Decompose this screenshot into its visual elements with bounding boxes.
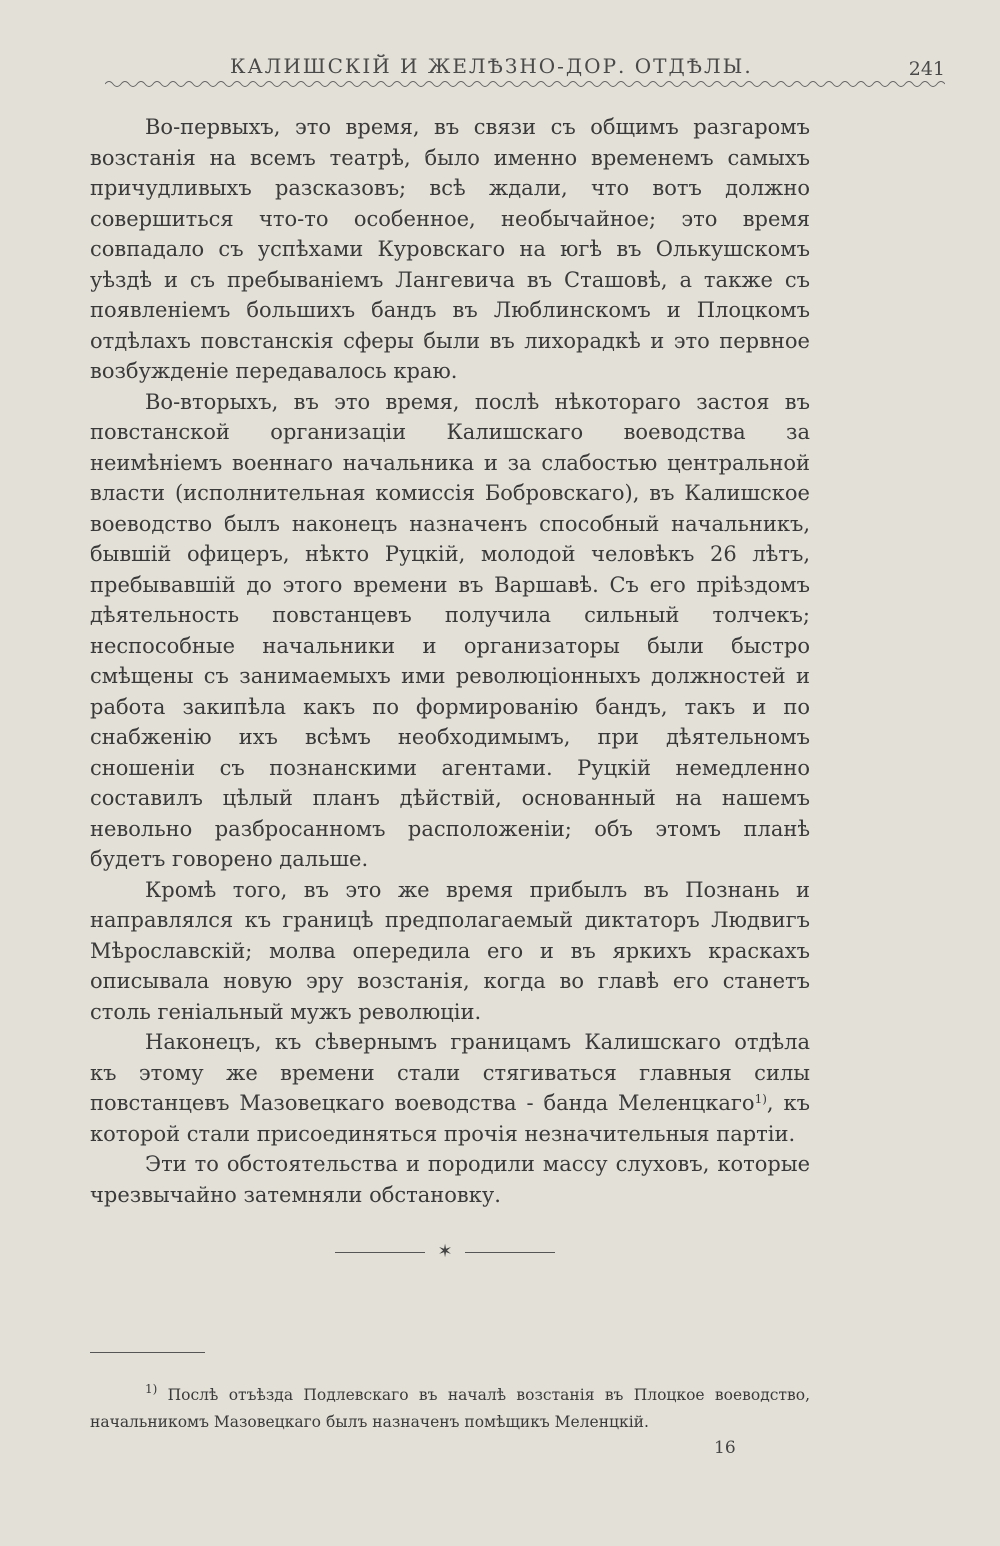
header-wave-rule <box>105 78 945 90</box>
signature-mark: 16 <box>714 1438 736 1458</box>
paragraph-5: Эти то обстоятельства и породили массу слуховъ, которые чрезвычайно затемняли обстановку. <box>90 1152 810 1207</box>
page-number: 241 <box>908 58 945 80</box>
paragraph-2: Во-вторыхъ, въ это время, послѣ нѣкотораго застоя въ повстанской организаціи Калишскаго воеводства за неимѣніемъ военнаго начальника и за слабостью центральной власти (исполнительная комиссія Бобровскаго), въ Калишское воеводство былъ наконецъ назначенъ способный начальникъ, бывшій офицеръ, нѣкто Руцкій, молодой человѣкъ 26 лѣтъ, пребывавшій до этого времени въ Варшавѣ. Съ его пріѣздомъ дѣятельность повстанцевъ получила сильный толчекъ; неспособные начальники и организаторы были быстро смѣщены съ занимаемыхъ ими революціонныхъ должностей и работа закипѣла какъ по формированію бандъ, такъ и по снабженію ихъ всѣмъ необходимымъ, при дѣятельномъ сношеніи съ познанскими агентами. Руцкій немедленно составилъ цѣлый планъ дѣйствій, основанный на нашемъ невольно разбросанномъ расположеніи; объ этомъ планѣ будетъ говорено дальше. <box>90 389 810 871</box>
footnote-mark: 1) <box>145 1382 158 1396</box>
footnote-rule <box>90 1352 205 1353</box>
paragraph-4 <box>90 1027 810 1149</box>
paragraph-3: Кромѣ того, въ это же время прибылъ въ Познань и направлялся къ границѣ предполагаемый диктаторъ Людвигъ Мѣрославскій; молва опередила его и въ яркихъ краскахъ описывала новую эру возстанія, когда во главѣ его станетъ столь геніальный мужъ революціи. <box>90 877 810 1024</box>
footnote-ref: 1) <box>754 1092 767 1106</box>
ornament-line-right <box>465 1252 555 1253</box>
asterisk-ornament-icon: ✶ <box>437 1241 453 1262</box>
ornament-line-left <box>335 1252 425 1253</box>
paragraph-4-text-a: Наконецъ, къ сѣвернымъ границамъ Калишскаго отдѣла къ этому же времени стали стягиваться главныя силы повстанцевъ Мазовецкаго воеводства - банда Меленцкаго <box>90 1030 810 1115</box>
section-ornament <box>335 1240 555 1264</box>
footnote <box>90 1382 810 1436</box>
footnote-text <box>90 1382 810 1436</box>
paragraph-4-text-b: , къ которой стали присоединяться прочія незначительныя партіи. <box>90 1091 810 1146</box>
body-text <box>90 112 810 1210</box>
running-title: КАЛИШСКІЙ И ЖЕЛѢЗНО-ДОР. ОТДѢЛЫ. <box>230 54 753 78</box>
page-header <box>105 52 945 92</box>
paragraph-1: Во-первыхъ, это время, въ связи съ общимъ разгаромъ возстанія на всемъ театрѣ, было именно временемъ самыхъ причудливыхъ разсказовъ; всѣ ждали, что вотъ должно совершиться что-то особенное, необычайное; это время совпадало съ успѣхами Куровскаго на югѣ въ Олькушскомъ уѣздѣ и съ пребываніемъ Лангевича въ Сташовѣ, а также съ появленіемъ большихъ бандъ въ Люблинскомъ и Плоцкомъ отдѣлахъ повстанскія сферы были въ лихорадкѣ и это первное возбужденіе передавалось краю. <box>90 115 810 383</box>
footnote-body: Послѣ отъѣзда Подлевскаго въ началѣ возстанія въ Плоцкое воеводство, начальникомъ Мазовецкаго былъ назначенъ помѣщикъ Меленцкій. <box>90 1386 810 1431</box>
